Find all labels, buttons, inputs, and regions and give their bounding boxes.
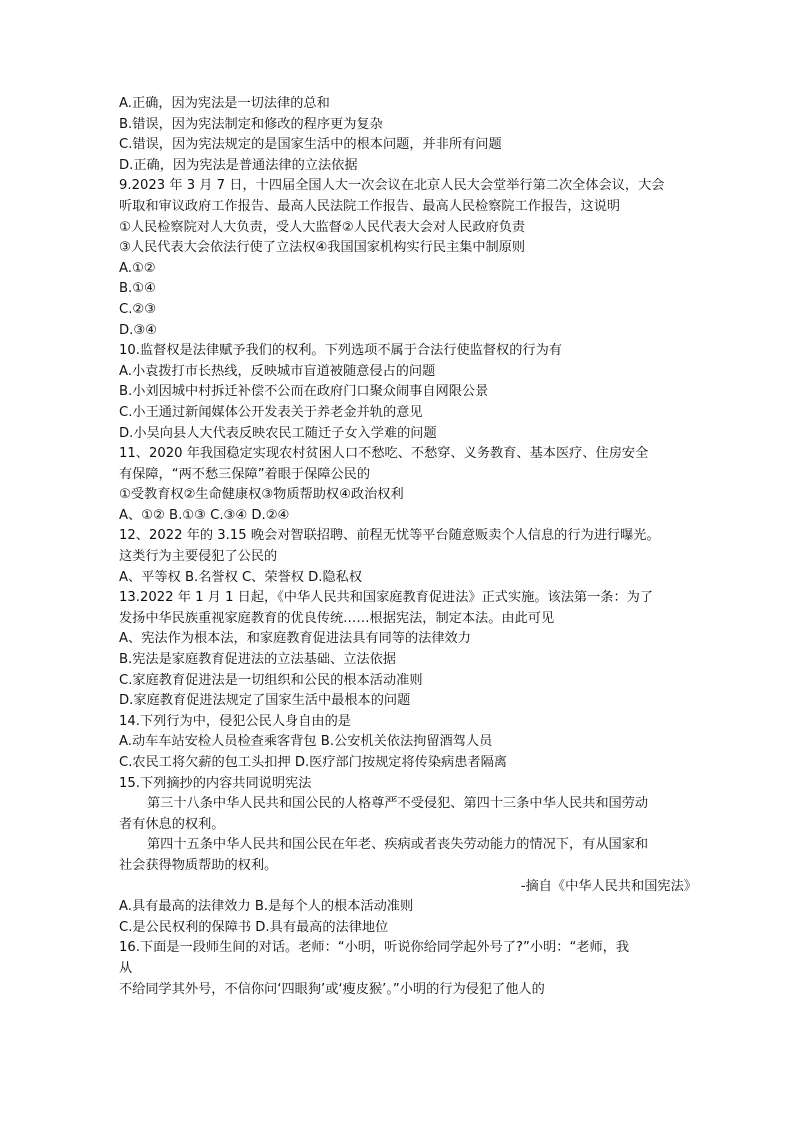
text-line: 听取和审议政府工作报告、最高人民法院工作报告、最高人民检察院工作报告，这说明 [119,198,621,214]
quote-source: -摘自《中华人民共和国宪法》 [520,878,697,894]
text-line: 10.监督权是法律赋予我们的权利。下列选项不属于合法行使监督权的行为有 [119,343,562,359]
text-line: 发扬中华民族重视家庭教育的优良传统……根据宪法，制定本法。由此可见 [119,610,555,626]
text-line: 15.下列摘抄的内容共同说明宪法 [119,775,312,791]
text-line: 这类行为主要侵犯了公民的 [119,549,278,565]
text-line: A、①② B.①③ C.③④ D.②④ [119,507,290,523]
text-line: 11、2020 年我国稳定实现农村贫困人口不愁吃、不愁穿、义务教育、基本医疗、住房安全 [119,446,649,462]
text-line: B.小刘因城中村拆迁补偿不公而在政府门口聚众闹事自网限公景 [119,384,489,400]
text-line: A.正确，因为宪法是一切法律的总和 [119,96,330,111]
text-line: D.正确，因为宪法是普通法律的立法依据 [119,157,358,173]
text-line: C.家庭教育促进法是一切组织和公民的根本活动准则 [119,672,423,688]
quote-paragraph-1a: 第三十八条中华人民共和国公民的人格尊严不受侵犯、第四十三条中华人民共和国劳动 [147,796,649,812]
text-line: 有保障，“两不愁三保障”着眼于保障公民的 [119,466,371,482]
text-line: D.③④ [119,322,157,338]
text-line: C.是公民权利的保障书 D.具有最高的法律地位 [119,919,389,935]
exam-page [119,94,699,1000]
text-line: 不给同学其外号，不信你问‘四眼狗’或‘瘦皮猴’。”小明的行为侵犯了他人的 [119,981,545,997]
question-lines [119,94,699,794]
quote-paragraph-1b: 者有休息的权利。 [119,816,225,832]
text-line: D.小吴向县人大代表反映农民工随迁子女入学难的问题 [119,425,437,441]
question-tail-lines [119,897,699,1000]
text-line: C.农民工将欠薪的包工头扣押 D.医疗部门按规定将传染病患者隔离 [119,755,507,770]
text-line: A.动车车站安检人员检查乘客背包 B.公安机关依法拘留酒驾人员 [119,734,493,750]
text-line: A、宪法作为根本法，和家庭教育促进法具有同等的法律效力 [119,631,471,647]
text-line: A.①② [119,260,156,276]
text-line: B.错误，因为宪法制定和修改的程序更为复杂 [119,116,383,132]
text-line: ①受教育权②生命健康权③物质帮助权④政治权利 [119,487,404,503]
constitution-quote [119,794,699,897]
text-line: A.具有最高的法律效力 B.是每个人的根本活动准则 [119,899,414,915]
quote-paragraph-2b: 社会获得物质帮助的权利。 [119,857,278,873]
text-line: 9.2023 年 3 月 7 日，十四届全国人大一次会议在北京人民大会堂举行第二次全体会议，大会 [119,178,665,194]
text-line: ③人民代表大会依法行使了立法权④我国国家机构实行民主集中制原则 [119,240,526,256]
text-line: C.错误，因为宪法规定的是国家生活中的根本问题，并非所有问题 [119,137,502,153]
text-line: ①人民检察院对人大负责，受人大监督②人民代表大会对人民政府负责 [119,219,526,235]
text-line: C.小王通过新闻媒体公开发表关于养老金并轨的意见 [119,404,423,420]
text-line: B.宪法是家庭教育促进法的立法基础、立法依据 [119,652,396,668]
text-line: 从 [119,960,133,976]
text-line: C.②③ [119,301,157,317]
text-line: 12、2022 年的 3.15 晚会对智联招聘、前程无忧等平台随意贩卖个人信息的行为进行曝光。 [119,528,660,544]
text-line: 13.2022 年 1 月 1 日起，《中华人民共和国家庭教育促进法》正式实施。该法第一条：为了 [119,590,654,606]
text-line: A、平等权 B.名誉权 C、荣誉权 D.隐私权 [119,569,363,585]
text-line: 14.下列行为中，侵犯公民人身自由的是 [119,713,351,729]
text-line: D.家庭教育促进法规定了国家生活中最根本的问题 [119,693,411,709]
text-line: 16.下面是一段师生间的对话。老师：“小明，听说你给同学起外号了?”小明：“老师，我 [119,940,630,956]
text-line: A.小袁拨打市长热线，反映城市盲道被随意侵占的问题 [119,363,436,379]
text-line: B.①④ [119,281,156,297]
quote-paragraph-2a: 第四十五条中华人民共和国公民在年老、疾病或者丧失劳动能力的情况下，有从国家和 [147,837,649,853]
